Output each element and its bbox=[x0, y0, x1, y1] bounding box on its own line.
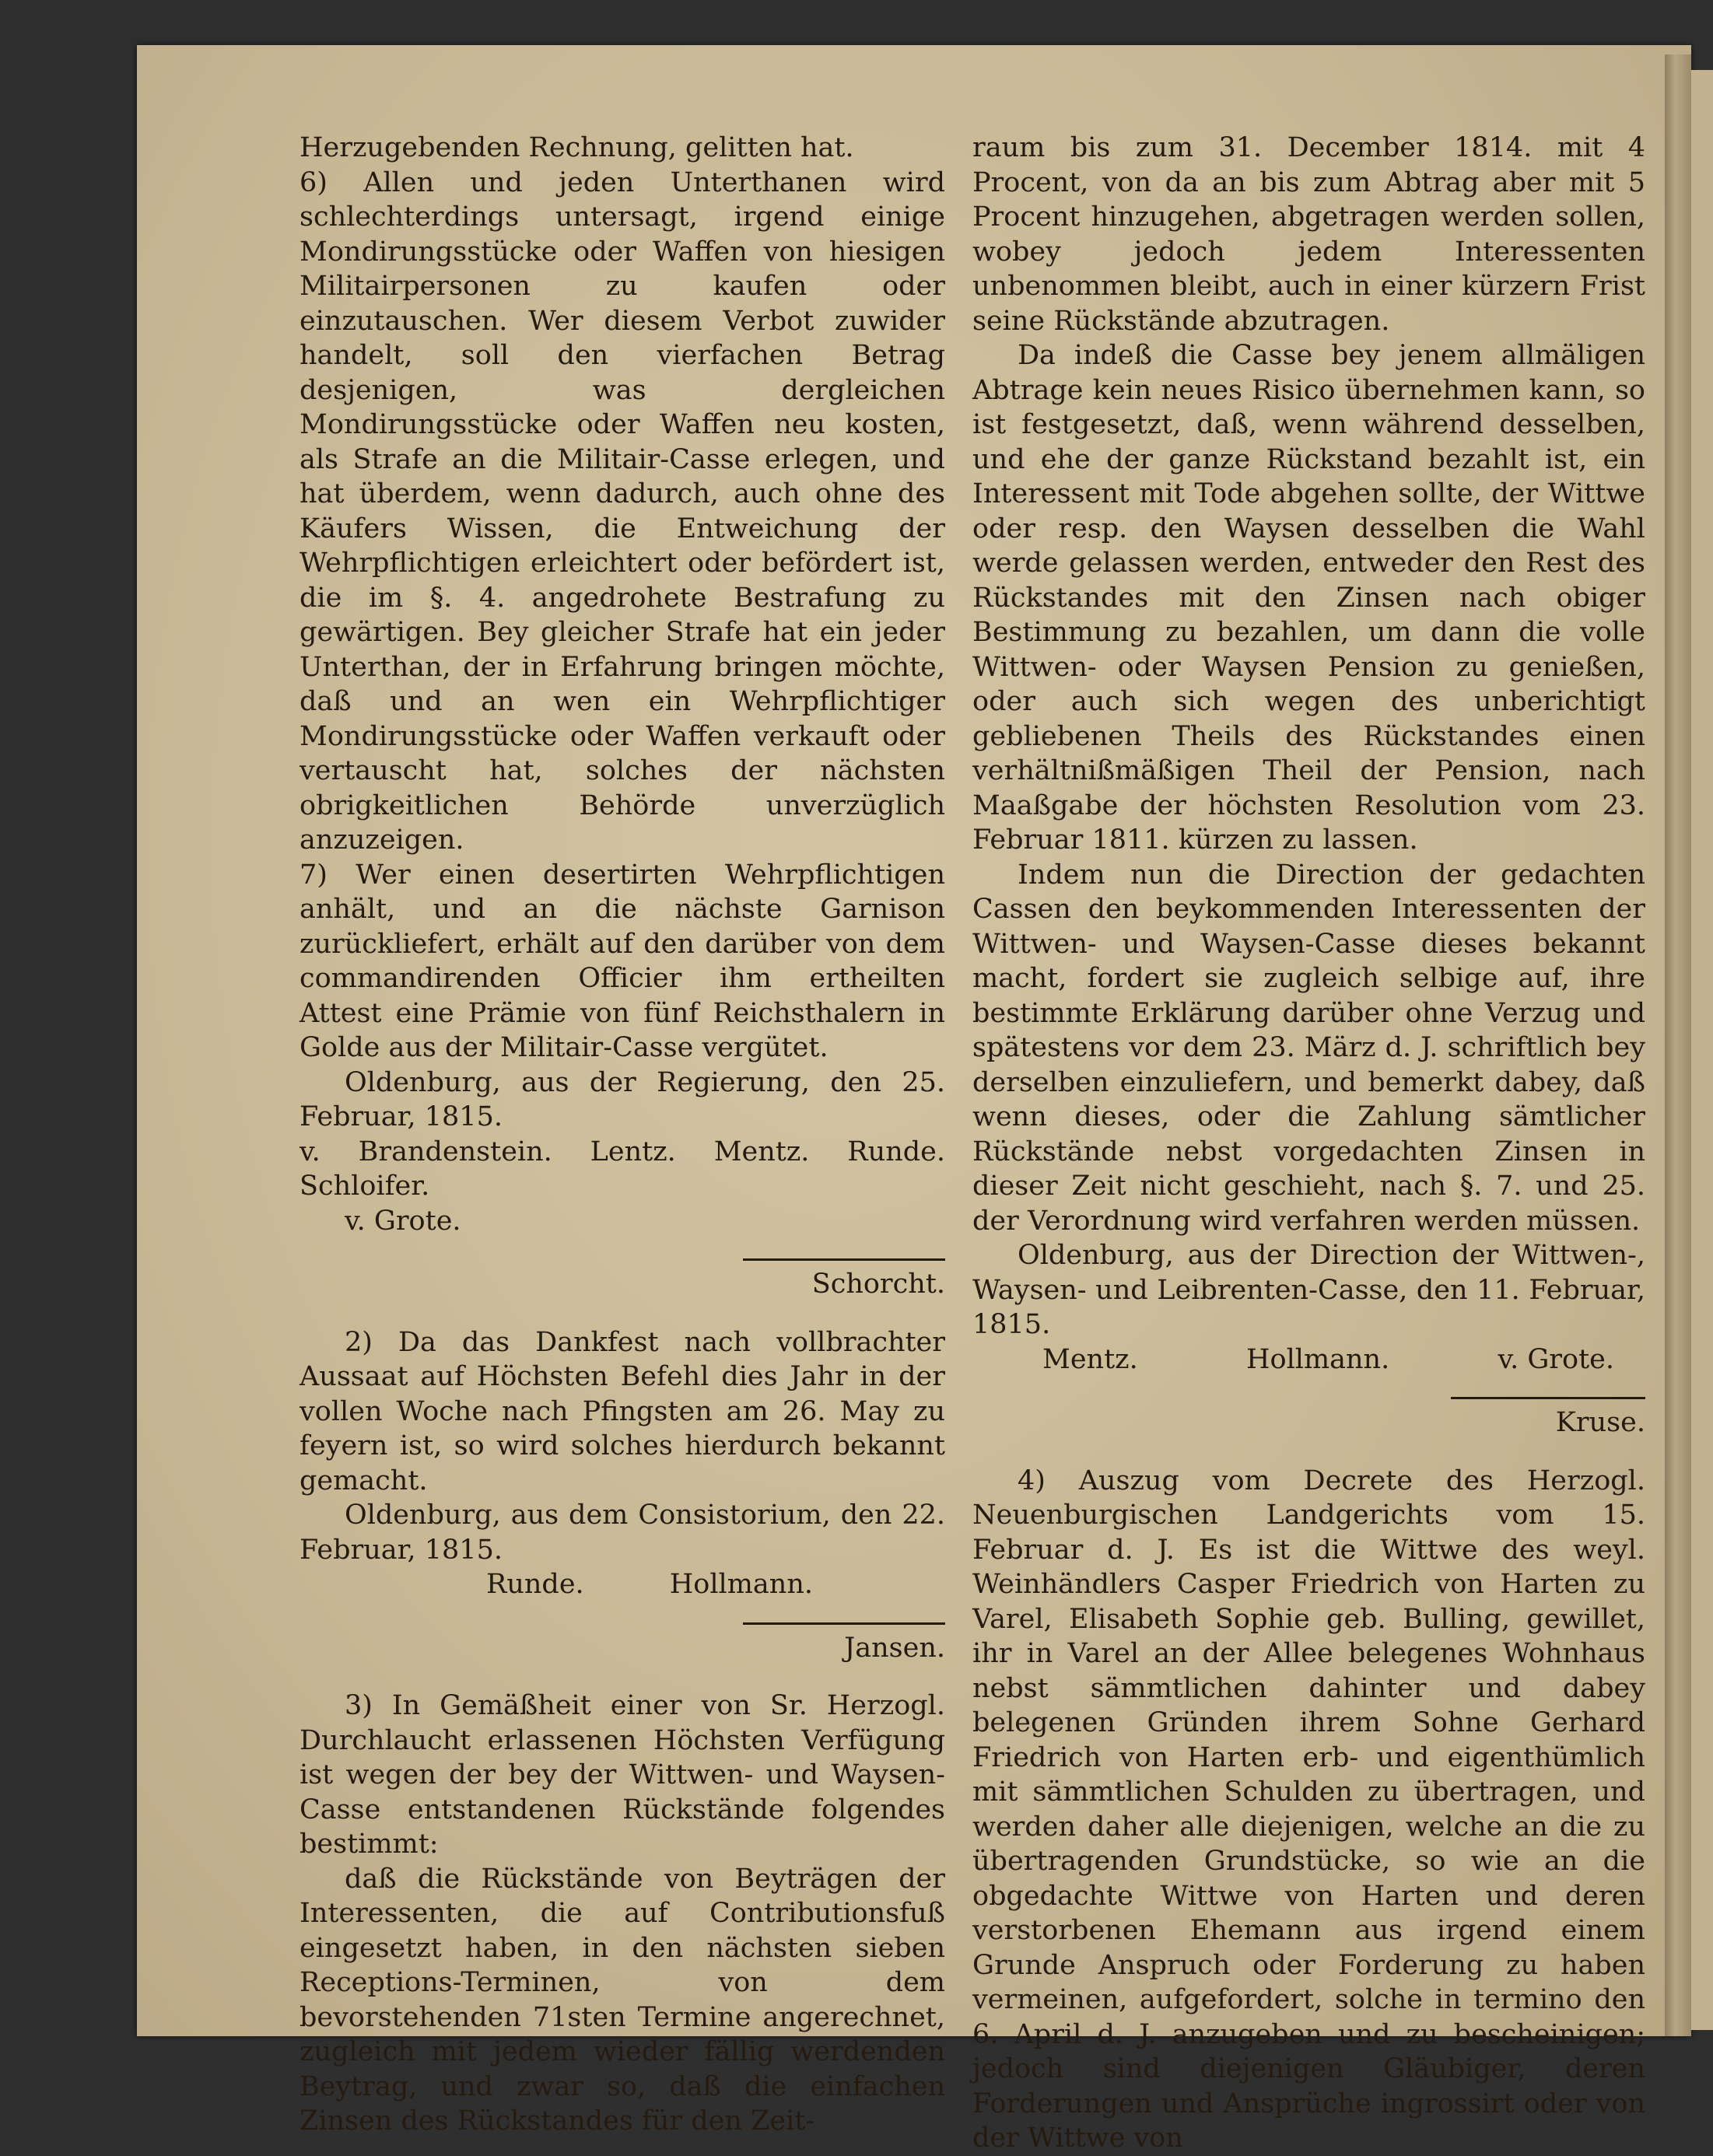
signers-2 bbox=[300, 1567, 945, 1602]
paragraph-7: 7) Wer einen desertirten Wehrpflichtigen anhält, und an die nächste Garnison zurückliefert, erhält auf den darüber von dem commandirenden Officier ihm ertheilten Attest eine Prämie von fünf Reichsthalern in Golde aus der Militair-Casse vergütet. bbox=[300, 859, 945, 1063]
item-2: 2) Da das Dankfest nach vollbrachter Aussaat auf Höchsten Befehl dies Jahr in der vollen Woche nach Pfingsten am 26. May zu feyern ist, so wird solches hierdurch bekannt gemacht. bbox=[300, 1326, 945, 1496]
left-column bbox=[300, 131, 945, 2139]
continued-line: Herzugebenden Rechnung, gelitten hat. bbox=[300, 132, 854, 163]
signers-1a: v. Brandenstein. Lentz. Mentz. Runde. Schloifer. bbox=[300, 1136, 945, 1202]
item-4: 4) Auszug vom Decrete des Herzogl. Neuenburgischen Landgerichts vom 15. Februar d. J. Es ist die Wittwe des weyl. Weinhändlers Casper Friedrich von Harten zu Varel, Elisabeth Sophie geb. Bulling, gewillet, ihr in Varel an der Allee belegenes Wohnhaus nebst sämmtlichen dahinter und dabey belegenen Gründen ihrem Sohne Gerhard Friedrich von Harten erb- und eigenthümlich mit sämmtlichen Schulden zu übertragen, und werden daher alle diejenigen, welche an die zu übertragenden Grundstücke, so wie an die obgedachte Wittwe von Harten und deren verstorbenen Ehemann aus irgend einem Grunde Anspruch oder Forderung zu haben vermeinen, aufgefordert, solche in termino den 6. April d. J. anzugeben und zu bescheinigen; jedoch sind diejenigen Gläubiger, deren Forderungen und Ansprüche ingrossirt oder von der Wittwe von bbox=[972, 1465, 1645, 2154]
signers-1b: v. Grote. bbox=[345, 1205, 461, 1237]
place-date-1: Oldenburg, aus der Regierung, den 25. Februar, 1815. bbox=[300, 1066, 945, 1132]
signer-hollmann: Hollmann. bbox=[669, 1569, 813, 1600]
paragraph-6: 6) Allen und jeden Unterthanen wird schlechterdings untersagt, irgend einige Mondirungsstücke oder Waffen von hiesigen Militairpersonen zu kaufen oder einzutauschen. Wer diesem Verbot zuwider handelt, soll den vierfachen Betrag desjenigen, was dergleichen Mondirungsstücke oder Waffen neu kosten, als Strafe an die Militair-Casse erlegen, und hat überdem, wenn dadurch, auch ohne des Käufers Wissen, die Entweichung der Wehrpflichtigen erleichtert oder befördert ist, die im §. 4. angedrohete Bestrafung zu gewärtigen. Bey gleicher Strafe hat ein jeder Unterthan, der in Erfahrung bringen möchte, daß und an wen ein Wehrpflichtiger Mondirungsstücke oder Waffen verkauft oder vertauscht hat, solches der nächsten obrigkeitlichen Behörde unverzüglich anzuzeigen. bbox=[300, 166, 945, 856]
signer-hollmann-2: Hollmann. bbox=[1245, 1343, 1390, 1375]
signer-grote: v. Grote. bbox=[1498, 1343, 1614, 1375]
divider-1 bbox=[743, 1258, 945, 1261]
item-3: 3) In Gemäßheit einer von Sr. Herzogl. Durchlaucht erlassenen Höchsten Verfügung ist wegen der bey der Wittwen- und Waysen-Casse entstandenen Rückstände folgendes bestimmt: bbox=[300, 1690, 945, 1860]
page-fold bbox=[1665, 54, 1691, 2036]
secretary-2: Jansen. bbox=[844, 1632, 945, 1664]
paragraph-2: Da indeß die Casse bey jenem allmäligen Abtrage kein neues Risico übernehmen kann, so ist festgesetzt, daß, wenn während desselben, und ehe der ganze Rückstand bezahlt ist, ein Interessent mit Tode abgehen sollte, der Wittwe oder resp. den Waysen desselben die Wahl werde gelassen werden, entweder den Rest des Rückstandes mit den Zinsen nach obiger Bestimmung zu bezahlen, um dann die volle Wittwen- oder Waysen Pension zu genießen, oder auch sich wegen des unberichtigt gebliebenen Theils des Rückstandes einen verhältnißmäßigen Theil der Pension, nach Maaßgabe der höchsten Resolution vom 23. Februar 1811. kürzen zu lassen. bbox=[972, 340, 1645, 856]
right-column bbox=[972, 131, 1645, 2156]
spacer bbox=[300, 1665, 945, 1689]
item-3b: daß die Rückstände von Beyträgen der Interessenten, die auf Contributionsfuß eingesetzt haben, in den nächsten sieben Receptions-Terminen, von dem bevorstehenden 71sten Termine angerechnet, zugleich mit jedem wieder fällig werdenden Beytrag, und zwar so, daß die einfachen Zinsen des Rückstandes für den Zeit- bbox=[300, 1863, 945, 2137]
signer-runde: Runde. bbox=[486, 1569, 584, 1600]
secretary-1: Schorcht. bbox=[811, 1269, 945, 1300]
spacer bbox=[972, 1440, 1645, 1464]
place-date-3: Oldenburg, aus der Direction der Wittwen-, Waysen- und Leibrenten-Casse, den 11. Februar, 1815. bbox=[972, 1240, 1645, 1340]
place-date-2: Oldenburg, aus dem Consistorium, den 22. Februar, 1815. bbox=[300, 1500, 945, 1566]
paragraph-3: Indem nun die Direction der gedachten Cassen den beykommenden Interessenten der Wittwen- und Waysen-Casse dieses bekannt macht, fordert sie zugleich selbige auf, ihre bestimmte Erklärung darüber ohne Verzug und spätestens vor dem 23. März d. J. schriftlich bey derselben einzuliefern, und bemerkt dabey, daß wenn dieses, oder die Zahlung sämtlicher Rückstände nebst vorgedachten Zinsen in dieser Zeit nicht geschieht, nach §. 7. und 25. der Verordnung wird verfahren werden müssen. bbox=[972, 859, 1645, 1237]
signer-mentz: Mentz. bbox=[1042, 1343, 1138, 1375]
divider-3 bbox=[1451, 1397, 1645, 1399]
signers-3 bbox=[972, 1342, 1645, 1377]
secretary-3: Kruse. bbox=[1555, 1407, 1645, 1438]
continued-paragraph: raum bis zum 31. December 1814. mit 4 Procent, von da an bis zum Abtrag aber mit 5 Procent hinzugehen, abgetragen werden sollen, wobey jedoch jedem Interessenten unbenommen bleibt, auch in einer kürzern Frist seine Rückstände abzutragen. bbox=[972, 132, 1645, 337]
spacer bbox=[300, 1302, 945, 1325]
divider-2 bbox=[743, 1622, 945, 1625]
